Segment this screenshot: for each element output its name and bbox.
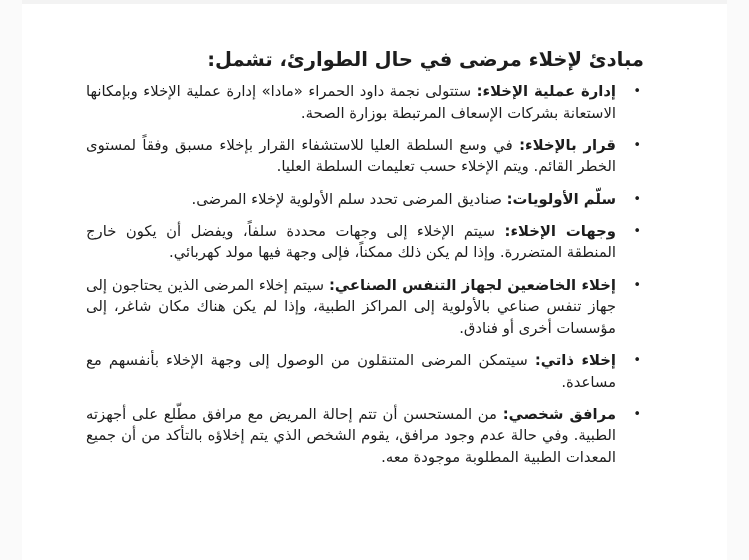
item-term: إدارة عملية الإخلاء: — [476, 83, 616, 100]
list-item-self-evacuation — [86, 350, 644, 393]
item-text: من المستحسن أن تتم إحالة المريض مع مرافق مطّلع على أجهزته الطبية. وفي حالة عدم وجود مرافق، يقوم الشخص الذي يتم إخلاؤه بالتأكد من أن جميع المعدات الطبية المطلوبة موجودة معه. — [86, 405, 616, 466]
item-term: وجهات الإخلاء: — [504, 222, 616, 240]
page-left-margin — [0, 0, 22, 560]
item-term: سلّم الأولويات: — [506, 190, 616, 208]
item-term: إخلاء ذاتي: — [534, 351, 617, 369]
item-text: سيتم إخلاء المرضى الذين يحتاجون إلى جهاز تنفس صناعي بالأولوية إلى المراكز الطبية، وإذا لم يكن هناك مكان شاغر، إلى مؤسسات أخرى أو فنادق. — [86, 276, 616, 337]
bullet-icon: • — [633, 137, 641, 153]
page-top-edge — [0, 0, 749, 4]
bullet-icon: • — [633, 406, 641, 422]
item-term: مرافق شخصي: — [502, 405, 616, 423]
item-text: سيتم الإخلاء إلى وجهات محددة سلفاً، ويفضل أن يكون خارج المنطقة المتضررة. وإذا لم يكن ذلك ممكناً، فإلى وجهة فيها مولد كهربائي. — [86, 222, 616, 262]
item-text: ستتولى نجمة داود الحمراء «مادا» إدارة عملية الإخلاء وبإمكانها الاستعانة بشركات الإسعاف المرتبطة بوزارة الصحة. — [86, 83, 616, 122]
bullet-icon: • — [633, 352, 641, 368]
list-item-priorities — [86, 189, 644, 211]
item-text: سيتمكن المرضى المتنقلون من الوصول إلى وجهة الإخلاء بأنفسهم مع مساعدة. — [86, 351, 616, 391]
document-heading: مبادئ لإخلاء مرضى في حال الطوارئ، تشمل: — [207, 48, 644, 71]
item-term: قرار بالإخلاء: — [519, 136, 616, 154]
bullet-icon: • — [633, 223, 641, 239]
bullet-icon: • — [633, 191, 641, 207]
bullet-icon: • — [633, 84, 641, 99]
item-text: في وسع السلطة العليا للاستشفاء القرار بإخلاء مسبق وفقاً لمستوى الخطر القائم. ويتم الإخلاء حسب تعليمات السلطة العليا. — [86, 136, 616, 176]
page-right-margin — [727, 0, 749, 560]
list-item-personal-companion — [86, 404, 644, 469]
bullet-icon: • — [633, 277, 641, 293]
document-body — [86, 40, 644, 479]
list-item-decision — [86, 135, 644, 178]
list-item-management — [86, 81, 644, 124]
item-term: إخلاء الخاضعين لجهاز التنفس الصناعي: — [329, 276, 616, 294]
list-item-destinations — [86, 221, 644, 264]
principles-list — [86, 81, 644, 468]
list-item-ventilator-patients — [86, 275, 644, 340]
item-text: صناديق المرضى تحدد سلم الأولوية لإخلاء المرضى. — [191, 190, 507, 208]
